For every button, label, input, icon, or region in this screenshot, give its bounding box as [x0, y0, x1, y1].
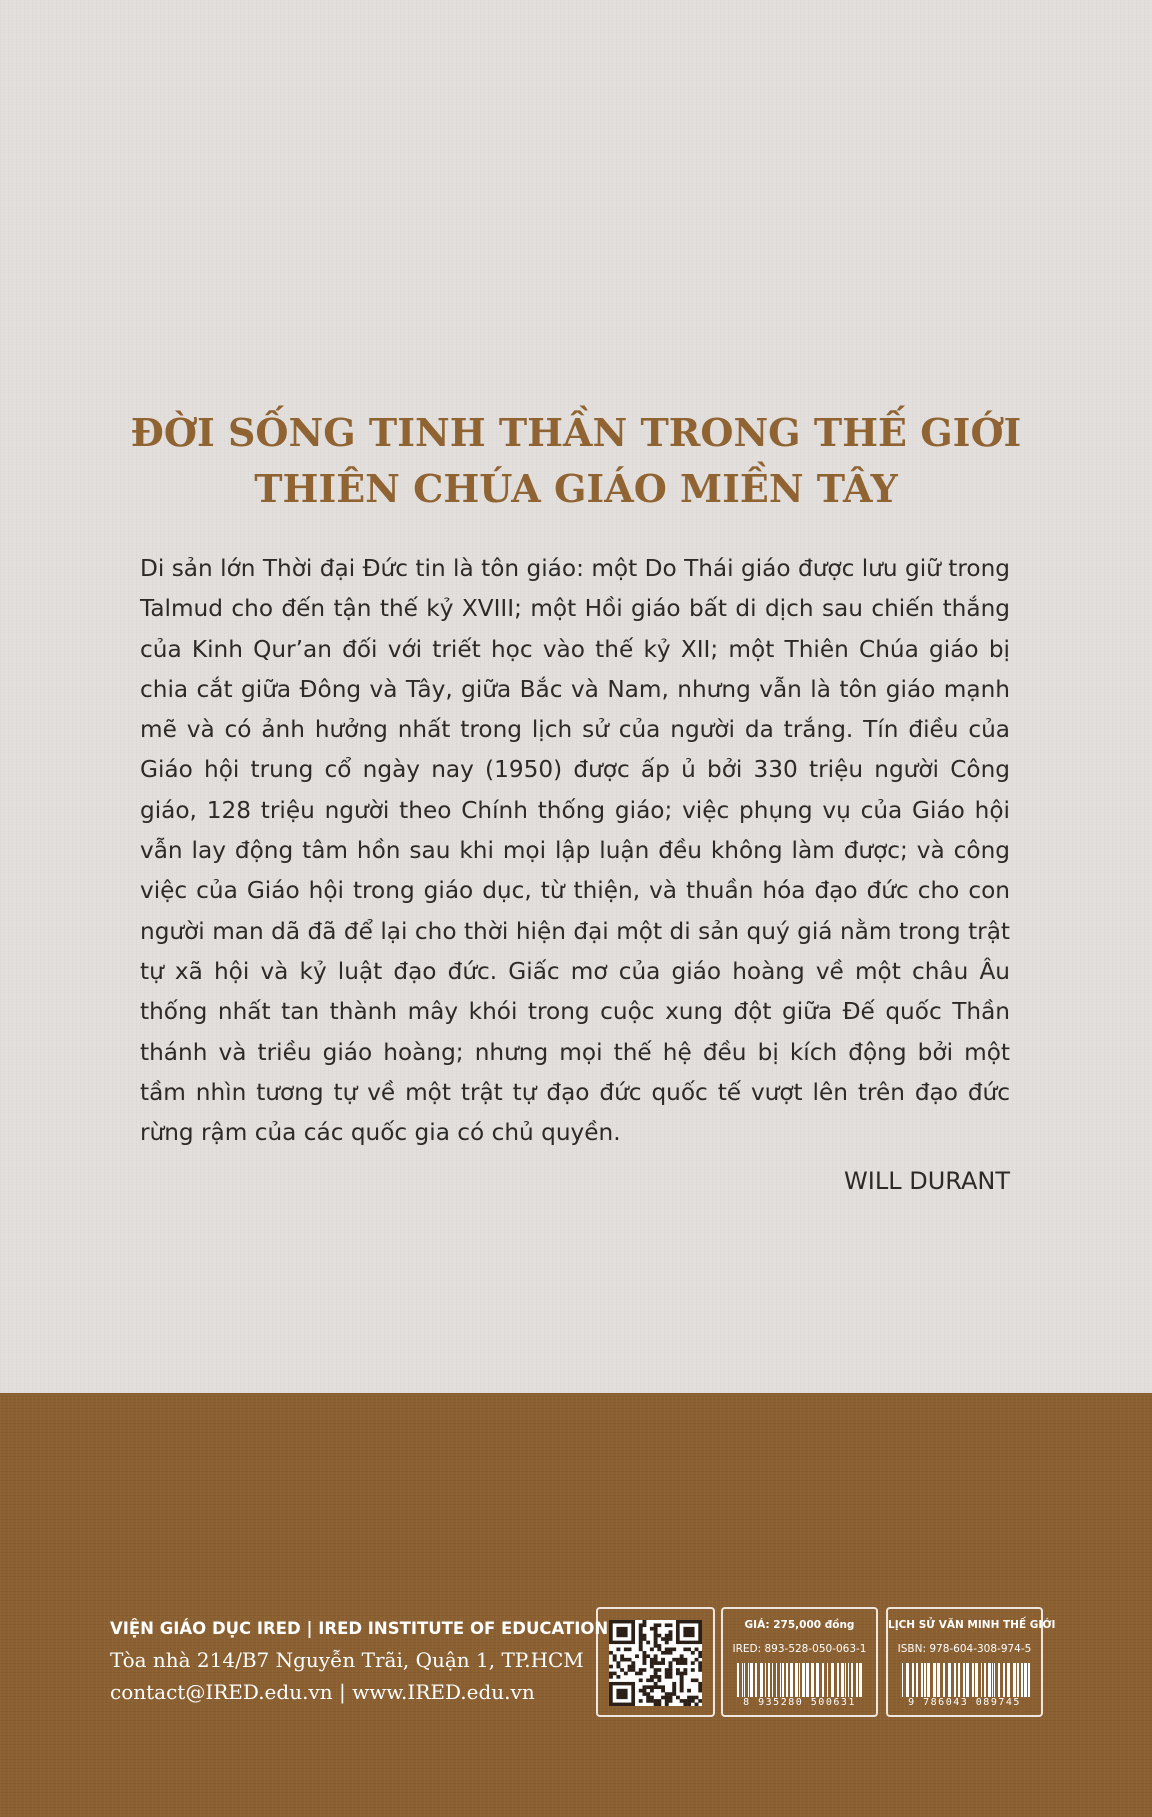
- isbn-code: ISBN: 978-604-308-974-5: [897, 1643, 1032, 1655]
- price-label: GIÁ: 275,000 đồng: [744, 1619, 855, 1631]
- isbn-barcode-box: [886, 1607, 1056, 1717]
- publisher-name: VIỆN GIÁO DỤC IRED | IRED INSTITUTE OF EDUCATION: [110, 1619, 609, 1638]
- barcode-icon: [902, 1663, 1031, 1697]
- bottom-band: [0, 1393, 1152, 1817]
- publisher-contact: contact@IRED.edu.vn | www.IRED.edu.vn: [110, 1680, 535, 1704]
- qr-code-box: [596, 1607, 715, 1717]
- barcode-digits: 8 935280 500631: [743, 1697, 856, 1708]
- publisher-address: Tòa nhà 214/B7 Nguyễn Trãi, Quận 1, TP.HCM: [110, 1648, 584, 1672]
- publisher-info: [110, 1614, 608, 1708]
- barcode-icon: [737, 1663, 866, 1697]
- ired-code: IRED: 893-528-050-063-1: [732, 1643, 867, 1655]
- price-barcode-box: [721, 1607, 878, 1717]
- title-line-1: ĐỜI SỐNG TINH THẦN TRONG THẾ GIỚI: [130, 410, 1022, 455]
- author-name: WILL DURANT: [844, 1167, 1010, 1195]
- book-section-title: [0, 405, 1152, 517]
- qr-code-icon: [609, 1620, 702, 1706]
- title-line-2: THIÊN CHÚA GIÁO MIỀN TÂY: [254, 466, 898, 511]
- blurb-paragraph: Di sản lớn Thời đại Đức tin là tôn giáo: một Do Thái giáo được lưu giữ trong Talmud cho đến tận thế kỷ XVIII; một Hồi giáo bất di dịch sau chiến thắng của Kinh Qur’an đối với triết học vào thế kỷ XII; một Thiên Chúa giáo bị chia cắt giữa Đông và Tây, giữa Bắc và Nam, nhưng vẫn là tôn giáo mạnh mẽ và có ảnh hưởng nhất trong lịch sử của người da trắng. Tín điều của Giáo hội trung cổ ngày nay (1950) được ấp ủ bởi 330 triệu người Công giáo, 128 triệu người theo Chính thống giáo; việc phụng vụ của Giáo hội vẫn lay động tâm hồn sau khi mọi lập luận đều không làm được; và công việc của Giáo hội trong giáo dục, từ thiện, và thuần hóa đạo đức cho con người man dã đã để lại cho thời hiện đại một di sản quý giá nằm trong trật tự xã hội và kỷ luật đạo đức. Giấc mơ của giáo hoàng về một châu Âu thống nhất tan thành mây khói trong cuộc xung đột giữa Đế quốc Thần thánh và triều giáo hoàng; nhưng mọi thế hệ đều bị kích động bởi một tầm nhìn tương tự về một trật tự đạo đức quốc tế vượt lên trên đạo đức rừng rậm của các quốc gia có chủ quyền.: [140, 555, 1010, 1147]
- barcode-digits: 9 786043 089745: [908, 1697, 1021, 1708]
- series-label: LỊCH SỬ VĂN MINH THẾ GIỚI: [888, 1619, 1056, 1631]
